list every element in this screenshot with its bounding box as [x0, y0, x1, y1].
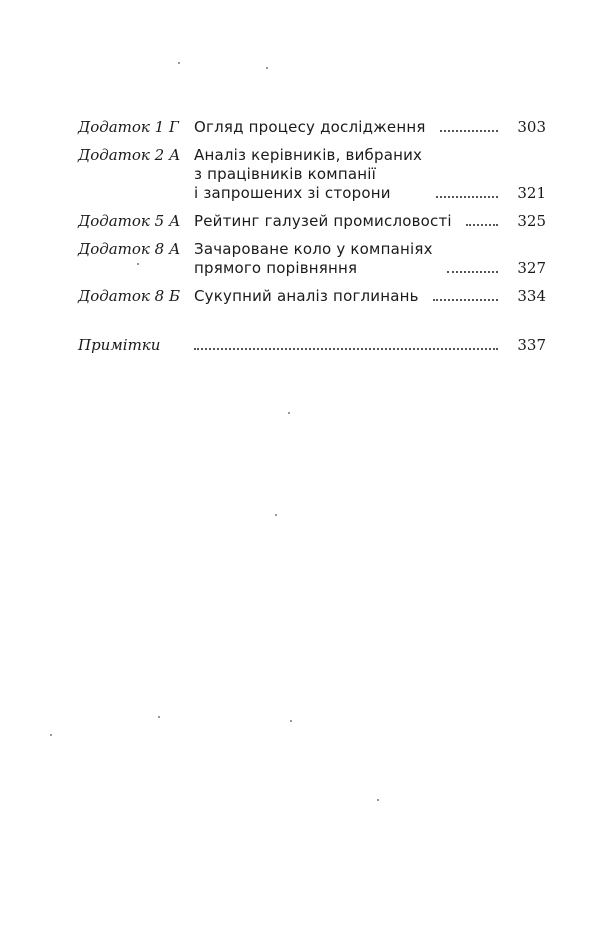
toc-page-number: 327 — [517, 259, 546, 277]
toc-entry-label: Додаток 8 А — [78, 240, 181, 258]
dot-leader — [440, 130, 498, 132]
toc-entry-appendix-1g[interactable] — [78, 118, 546, 137]
toc-entry-label: Додаток 1 Г — [78, 118, 179, 136]
dot-leader — [194, 348, 498, 350]
dot-leader — [436, 196, 498, 198]
toc-entry-title: Зачароване коло у компаніях прямого порівняння — [194, 240, 433, 277]
dot-leader — [466, 224, 498, 226]
toc-entry-title: Аналіз керівників, вибраних з працівників компанії і запрошених зі сторони — [194, 146, 423, 202]
toc-entry-notes[interactable] — [78, 336, 546, 355]
paper-speck — [137, 263, 139, 265]
toc-entry-appendix-8b[interactable] — [78, 287, 546, 306]
toc-page-number: 325 — [517, 212, 546, 230]
toc-page-number: 303 — [517, 118, 546, 136]
dot-leader — [433, 299, 498, 301]
toc-page-number: 334 — [517, 287, 546, 305]
toc-entry-title: Рейтинг галузей промисловості — [194, 212, 452, 230]
paper-speck — [158, 716, 160, 718]
toc-page-number: 321 — [517, 184, 546, 202]
dot-leader — [447, 271, 498, 273]
toc-entry-label: Додаток 2 А — [78, 146, 181, 164]
toc-entry-title: Огляд процесу дослідження — [194, 118, 426, 136]
toc-entry-appendix-2a[interactable] — [78, 146, 546, 203]
toc-entry-label: Примітки — [78, 336, 161, 354]
paper-speck — [178, 62, 180, 64]
paper-speck — [275, 514, 277, 516]
paper-speck — [288, 412, 290, 414]
paper-speck — [377, 799, 379, 801]
toc-entry-title: Сукупний аналіз поглинань — [194, 287, 419, 305]
paper-speck — [290, 720, 292, 722]
toc-entry-appendix-8a[interactable] — [78, 240, 546, 278]
paper-speck — [50, 734, 52, 736]
paper-speck — [266, 67, 268, 69]
toc-entry-label: Додаток 8 Б — [78, 287, 180, 305]
toc-page-number: 337 — [517, 336, 546, 354]
table-of-contents — [78, 118, 546, 364]
toc-entry-label: Додаток 5 А — [78, 212, 181, 230]
toc-entry-appendix-5a[interactable] — [78, 212, 546, 231]
